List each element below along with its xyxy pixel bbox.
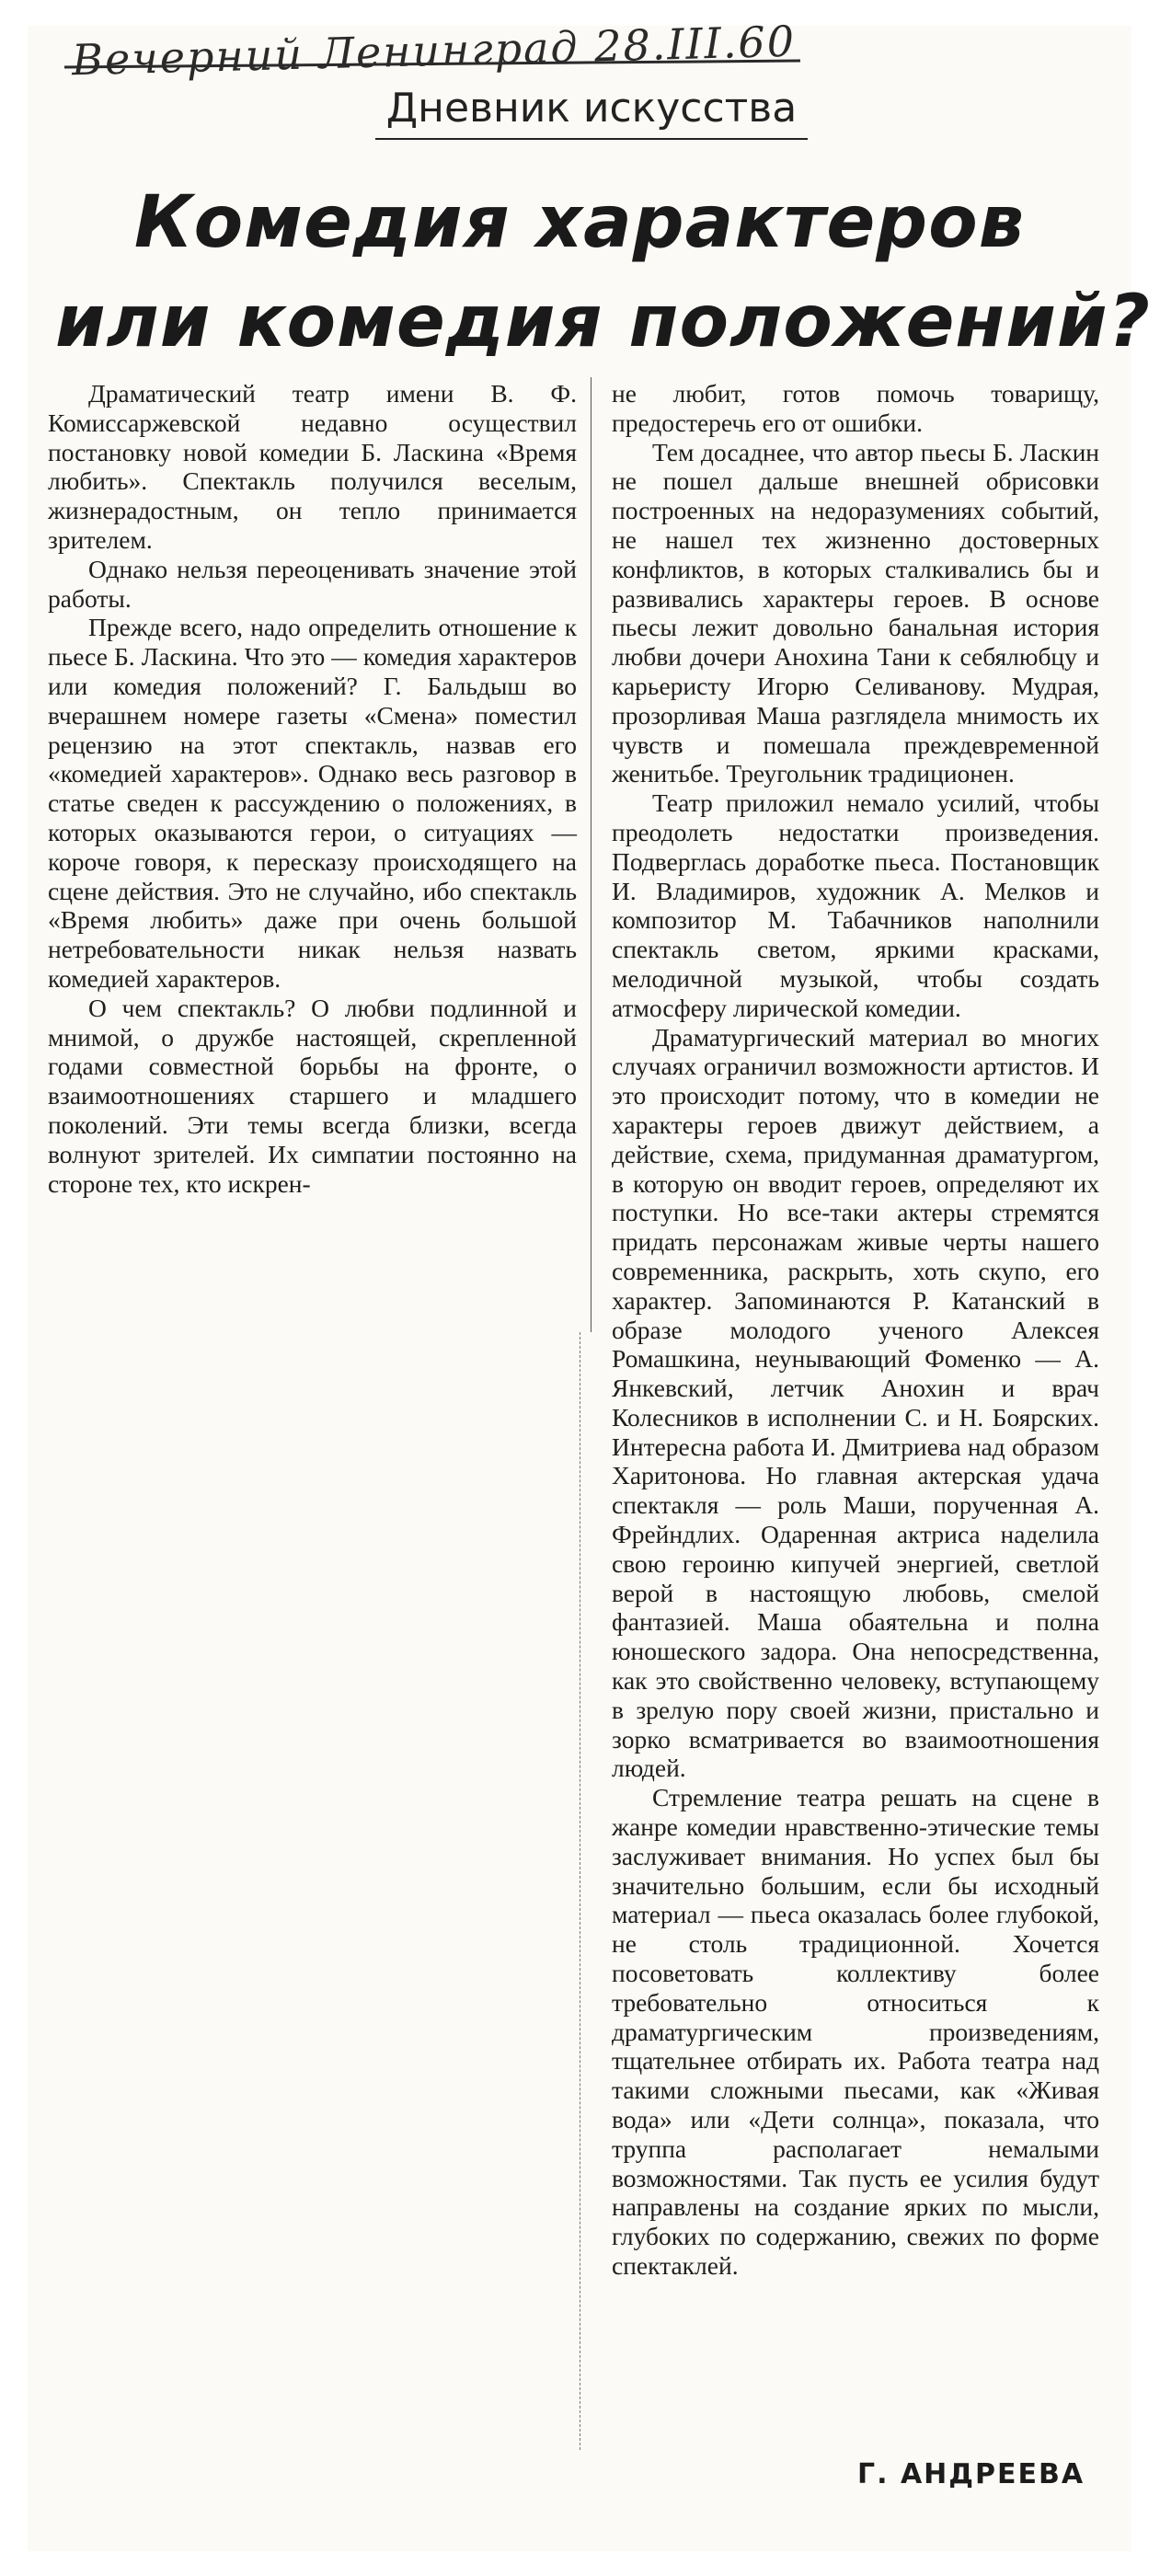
paragraph: Театр приложил немало усилий, чтобы преодолеть недостатки произведения. Подверглась доработке пьеса. Постановщик И. Владимиров, художник А. Мелков и композитор М. Табачников наполнили спектакль светом, яркими красками, мелодичной музыкой, чтобы создать атмосферу лирической комедии. [612,788,1099,1022]
article-column-left [48,379,577,1198]
paragraph: Однако нельзя переоценивать значение этой работы. [48,554,577,613]
headline-line-2: или комедия положений? [55,281,1151,363]
paragraph: Прежде всего, надо определить отношение к пьесе Б. Ласкина. Что это — комедия характеров или комедия положений? Г. Бальдыш во вчерашнем номере газеты «Смена» поместил рецензию на этот спектакль, назвав его «комедией характеров». Однако весь разговор в статье сведен к рассуждению о положениях, в которых оказываются герои, о ситуациях — короче говоря, к пересказу происходящего на сцене действия. Это не случайно, ибо спектакль «Время любить» даже при очень большой нетребовательности никак нельзя назвать комедией характеров. [48,613,577,993]
rubric-rule [375,138,808,140]
paragraph: О чем спектакль? О любви подлинной и мнимой, о дружбе настоящей, скрепленной годами совместной борьбы на фронте, о взаимоотношениях старшего и младшего поколений. Эти темы всегда близки, всегда волнуют зрителей. Их симпатии постоянно на стороне тех, кто искрен- [48,993,577,1198]
paragraph: Драматический театр имени В. Ф. Комиссаржевской недавно осуществил постановку новой комедии Б. Ласкина «Время любить». Спектакль получился веселым, жизнерадостным, он тепло принимается зрителем. [48,379,577,554]
paragraph: Драматургический материал во многих случаях ограничил возможности артистов. И это происходит потому, что в комедии не характеры героев движут действием, а действие, схема, придуманная драматургом, в которую он вводит героев, определяют их поступки. Но все-таки актеры стремятся придать персонажам живые черты нашего современника, раскрыть, хоть скупо, его характер. Запоминаются Р. Катанский в образе молодого ученого Алексея Ромашкина, неунывающий Фоменко — А. Янкевский, летчик Анохин и врач Колесников в исполнении С. и Н. Боярских. Интересна работа И. Дмитриева над образом Харитонова. Но главная актерская удача спектакля — роль Маши, порученная А. Фрейндлих. Одаренная актриса наделила свою героиню кипучей энергией, светлой верой в настоящую любовь, смелой фантазией. Маша обаятельна и полна юношеского задора. Она непосредственна, как это свойственно человеку, вступающему в зрелую пору своей жизни, пристально и зорко всматривается во взаимоотношения людей. [612,1022,1099,1783]
headline-line-1: Комедия характеров [133,181,1026,264]
paragraph-continued: не любит, готов помочь товарищу, предостеречь его от ошибки. [612,379,1099,437]
article-headline [55,173,1151,372]
section-rubric: Дневник искусства [385,85,798,132]
paragraph: Стремление театра решать на сцене в жанре комедии нравственно-этические темы заслуживает внимания. Но успех был бы значительно большим, если бы исходный материал — пьеса оказалась более глубокой, не столь традиционной. Хочется посоветовать коллективу более требовательно относиться к драматургическим произведениям, тщательнее отбирать их. Работа театра над такими сложными пьесами, как «Живая вода» или «Дети солнца», показала, что труппа располагает немалыми возможностями. Так пусть ее усилия будут направлены на создание ярких по мысли, глубоких по содержанию, свежих по форме спектаклей. [612,1783,1099,2280]
handwritten-source-note: Вечерний Ленинград 28.III.60 [71,16,797,86]
paragraph: Тем досаднее, что автор пьесы Б. Ласкин не пошел дальше внешней обрисовки построенных на недоразумениях событий, не нашел тех жизненно достоверных конфликтов, в которых сталкивались бы и развивались характеры героев. В основе пьесы лежит довольно банальная история любви дочери Анохина Тани к себялюбцу и карьеристу Игорю Селиванову. Мудрая, прозорливая Маша разглядела мнимость их чувств и помешала преждевременной женитьбе. Треугольник традиционен. [612,437,1099,788]
article-column-right [612,379,1099,2281]
author-signature: Г. АНДРЕЕВА [857,2458,1085,2490]
